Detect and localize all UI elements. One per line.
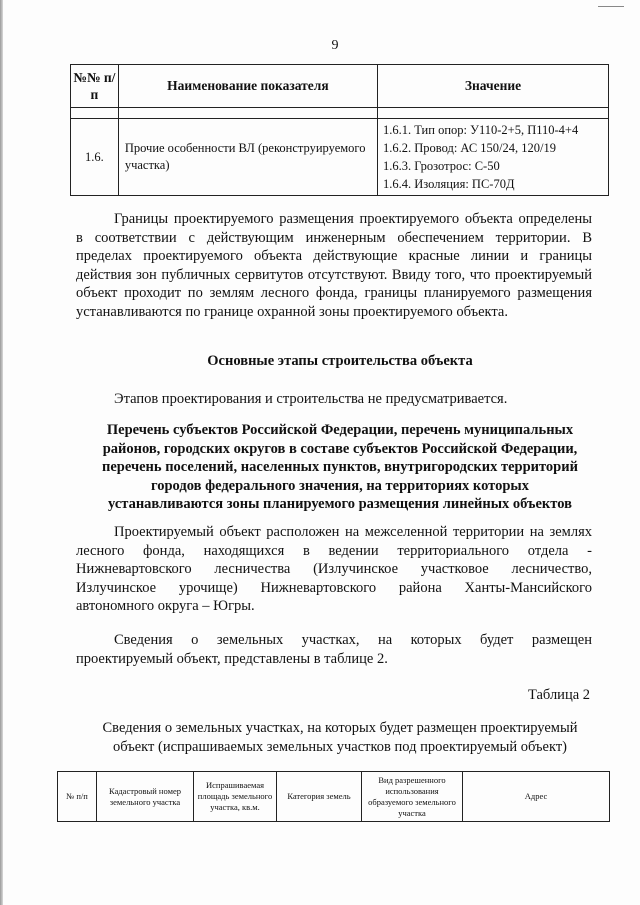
heading-line: районов, городских округов в составе субъектов Российской Федерации, xyxy=(102,440,578,457)
paragraph-line: Сведения о земельных участках, на которых будет размещен xyxy=(114,632,592,648)
spec-line: 1.6.4. Изоляция: ПС-70Д xyxy=(382,177,515,191)
heading-construction-stages: Основные этапы строительства объекта xyxy=(207,353,473,369)
scan-edge xyxy=(0,0,3,905)
header-requested-area: Испрашиваемая площадь земельного участка, кв.м. xyxy=(194,772,277,822)
page-number: 9 xyxy=(331,38,339,53)
row-indicator-name: Прочие особенности ВЛ (реконструируемого участка) xyxy=(118,119,377,196)
spec-line: 1.6.2. Провод: АС 150/24, 120/19 xyxy=(382,141,556,155)
indicator-table xyxy=(70,64,609,196)
heading-territories-list xyxy=(70,421,610,514)
spec-line: 1.6.3. Грозотрос: С-50 xyxy=(382,159,500,173)
header-land-category: Категория земель xyxy=(277,772,362,822)
header-indicator-name: Наименование показателя xyxy=(118,65,377,108)
header-num: № п/п xyxy=(58,772,97,822)
header-value: Значение xyxy=(377,65,608,108)
corner-mark xyxy=(598,0,624,7)
row-values xyxy=(377,119,608,196)
paragraph-location: Проектируемый объект расположен на межселенной территории на землях лесного фонда, находящихся в ведении территориального отдела - Нижневартовского лесничества (Излучинское участковое лесничество, Излучинское урочище) Нижневартовского района Ханты-Мансийского автономного округа – Югры. xyxy=(76,524,592,615)
caption-line: Сведения о земельных участках, на которых будет размещен проектируемый xyxy=(102,720,578,736)
spec-line: 1.6.1. Тип опор: У110-2+5, П110-4+4 xyxy=(382,123,579,137)
paragraph-land-info xyxy=(76,631,592,668)
land-plots-table xyxy=(57,771,610,822)
table-caption xyxy=(70,719,610,756)
row-num: 1.6. xyxy=(71,119,119,196)
heading-line: Перечень субъектов Российской Федерации, перечень муниципальных xyxy=(106,422,574,438)
header-num: №№ п/п xyxy=(71,65,119,108)
header-permitted-use: Вид разрешенного использования образуемого земельного участка xyxy=(362,772,463,822)
heading-line: городов федерального значения, на территориях которых xyxy=(151,477,529,494)
table-header-row xyxy=(58,772,610,822)
heading-line: перечень поселений, населенных пунктов, внутригородских территорий xyxy=(102,459,578,476)
header-cadastral-number: Кадастровый номер земельного участка xyxy=(97,772,194,822)
caption-line: объект (испрашиваемых земельных участков под проектируемый объект) xyxy=(112,738,567,755)
table-header-row xyxy=(71,65,609,108)
paragraph-boundaries: Границы проектируемого размещения проектируемого объекта определены в соответствии с действующим инженерным обеспечением территории. В пределах проектируемого объекта действующие красные линии и границы действия зон публичных сервитутов отсутствуют. Ввиду того, что проектируемый объект проходит по землям лесного фонда, границы планируемого размещения устанавливаются по границе охранной зоны проектируемого объекта. xyxy=(76,211,592,320)
header-address: Адрес xyxy=(463,772,610,822)
heading-line: устанавливаются зоны планируемого размещения линейных объектов xyxy=(108,496,572,513)
paragraph-line: проектируемый объект, представлены в таблице 2. xyxy=(76,650,388,667)
table-spacer-row xyxy=(71,108,609,119)
table-row xyxy=(71,119,609,196)
table-label: Таблица 2 xyxy=(528,687,591,703)
paragraph-stages: Этапов проектирования и строительства не предусматривается. xyxy=(114,391,508,407)
